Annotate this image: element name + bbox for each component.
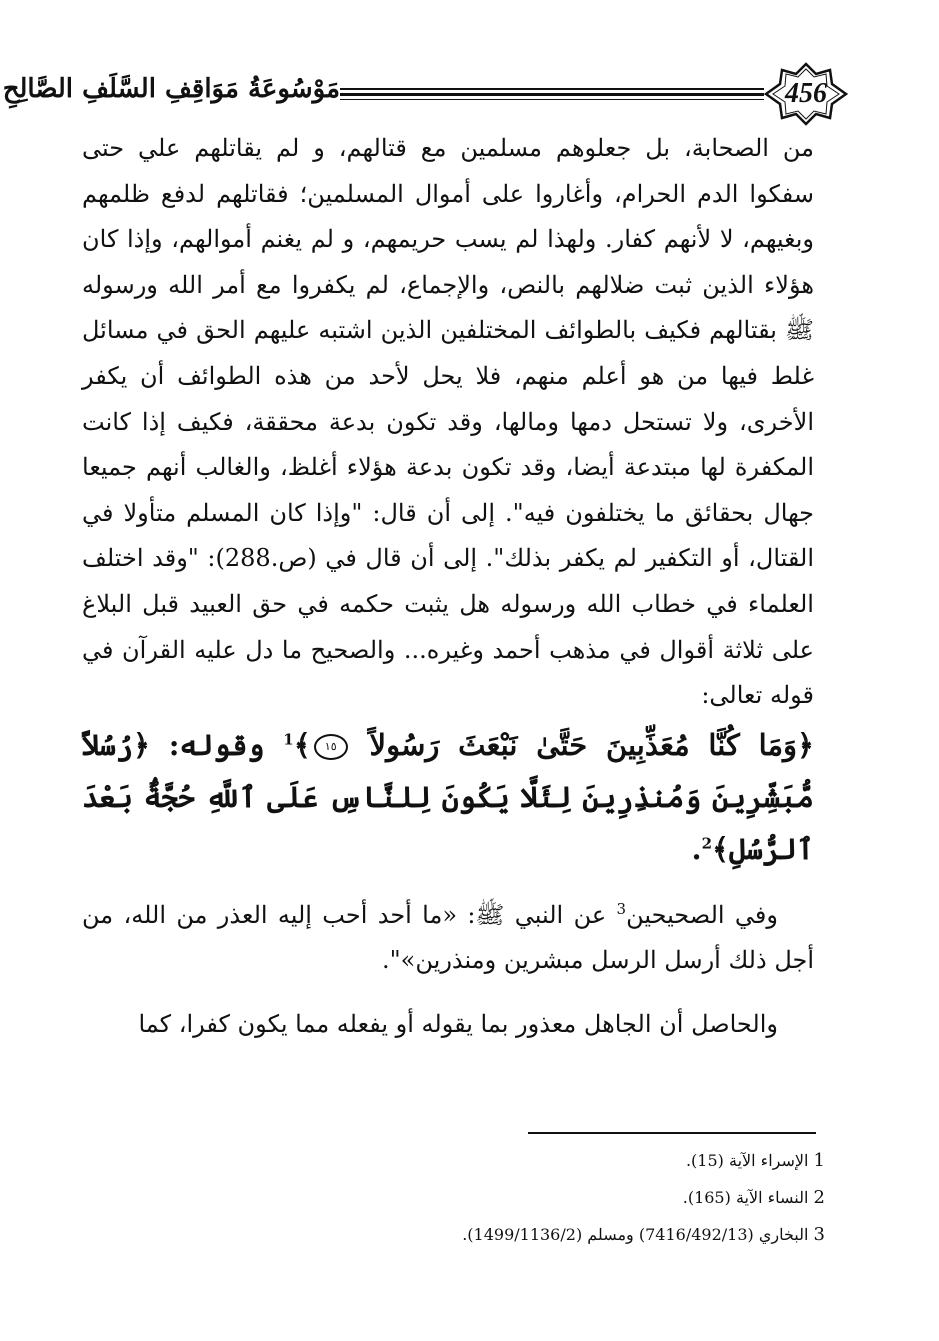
text-line: بحقائق ما يختلفون فيه". إلى أن قال: "وإذا كان المسلم متأولا في القتال، أو [82, 498, 814, 573]
text-line: أقوال في مذهب أحمد وغيره... والصحيح ما دل عليه القرآن في قوله تعالى: [82, 635, 814, 710]
body-text [82, 126, 814, 1048]
text-line: فكيف بالطوائف المختلفين الذين اشتبه عليهم الحق في مسائل غلط فيها من [82, 316, 814, 390]
text-line: لأنهم كفار. ولهذا لم يسب حريمهم، و لم يغنم أموالهم، وإذا كان هؤلاء الذين [82, 225, 815, 299]
verse-text: وَمُنذِرِينَ لِئَلَّا يَكُونَ لِلنَّاسِ عَلَى ٱللَّهِ حُجَّةٌۢ بَعْدَ ٱلرُّسُلِ﴾ [82, 779, 814, 866]
text-line: من الصحابة، بل جعلوهم مسلمين مع قتالهم، و لم يقاتلهم علي حتى سفكوا [82, 134, 814, 208]
aya-number-icon: ١٥ [314, 734, 348, 760]
verse-text: ﴿وَمَا كُنَّا مُعَذِّبِينَ حَتَّىٰ نَبْعَثَ رَسُولاً [369, 727, 814, 762]
footnotes [105, 1142, 825, 1253]
footnote-ref: 1 [283, 730, 294, 749]
footnote [105, 1216, 825, 1253]
quran-verse: ﴿وَمَا كُنَّا مُعَذِّبِينَ حَتَّىٰ نَبْعَثَ رَسُولاً ١٥﴾$^1$ وقوله: ﴿رُسُلاً مُّبَشِّرِينَ وَمُنذِرِينَ لِئَلَّا يَكُونَ لِلنَّاسِ عَلَى ٱللَّهِ حُجَّةٌۢ بَعْدَ ٱلرُّسُلِ﴾$^2$. [82, 727, 814, 866]
paragraph [82, 893, 814, 984]
text-line: وفي الصحيحين [626, 900, 778, 929]
footnote-number: 1 [813, 1150, 825, 1171]
page-number-badge [764, 62, 848, 126]
footnote [105, 1142, 825, 1179]
footnote-number: 2 [813, 1187, 825, 1208]
text-line: مبتدعة أيضا، وقد تكون بدعة هؤلاء أغلظ، والغالب أنهم جميعا جهال [82, 453, 814, 527]
footnote-text: الإسراء الآية (15). [685, 1151, 809, 1170]
verse-text: وقوله: ﴿رُسُلاً مُّبَشِّرِينَ [82, 727, 814, 814]
footnote-text: البخاري (7416/492/13) ومسلم (1499/1136/2). [462, 1225, 809, 1244]
text-line: هو أعلم منهم، فلا يحل لأحد من هذه الطوائف أن يكفر الأخرى، ولا [82, 361, 814, 436]
text-line: تستحل دمها ومالها، وقد تكون بدعة محققة، فكيف إذا كانت المكفرة لها [82, 407, 814, 482]
paragraph [82, 1002, 814, 1048]
page-number: 456 [785, 78, 827, 109]
text-line: ثبت ضلالهم بالنص، والإجماع، لم يكفروا مع أمر الله ورسوله ﷺ بقتالهم [82, 270, 814, 345]
paragraph [82, 126, 814, 719]
text-line: والحاصل أن الجاهل معذور بما يقوله أو يفعله مما يكون كفرا، كما [138, 1009, 778, 1038]
footnote-ref: 3 [616, 899, 627, 918]
footnote-number: 3 [813, 1224, 825, 1245]
text-line: الدم الحرام، وأغاروا على أموال المسلمين؛ فقاتلهم لدفع ظلمهم وبغيهم، لا [82, 179, 815, 254]
text-line: خطاب الله ورسوله هل يثبت حكمه في حق العبيد قبل البلاغ على ثلاثة [82, 589, 814, 664]
footnote-text: النساء الآية (165). [682, 1188, 809, 1207]
text-line: عن النبي ﷺ: «ما أحد أحب إليه العذر من الله، من أجل ذلك أرسل الرسل مبشرين ومنذرين»". [82, 900, 814, 975]
header-rule [340, 88, 764, 102]
book-title: مَوْسُوعَةُ مَوَاقِفِ السَّلَفِ الصَّالِحِ [2, 74, 340, 104]
page-header [2, 62, 848, 126]
footnote-ref: 2 [701, 834, 713, 853]
text-line: التكفير لم يكفر بذلك". إلى أن قال في (ص.288): "وقد اختلف العلماء في [82, 544, 814, 618]
footnote [105, 1179, 825, 1216]
footnote-divider [528, 1132, 816, 1134]
